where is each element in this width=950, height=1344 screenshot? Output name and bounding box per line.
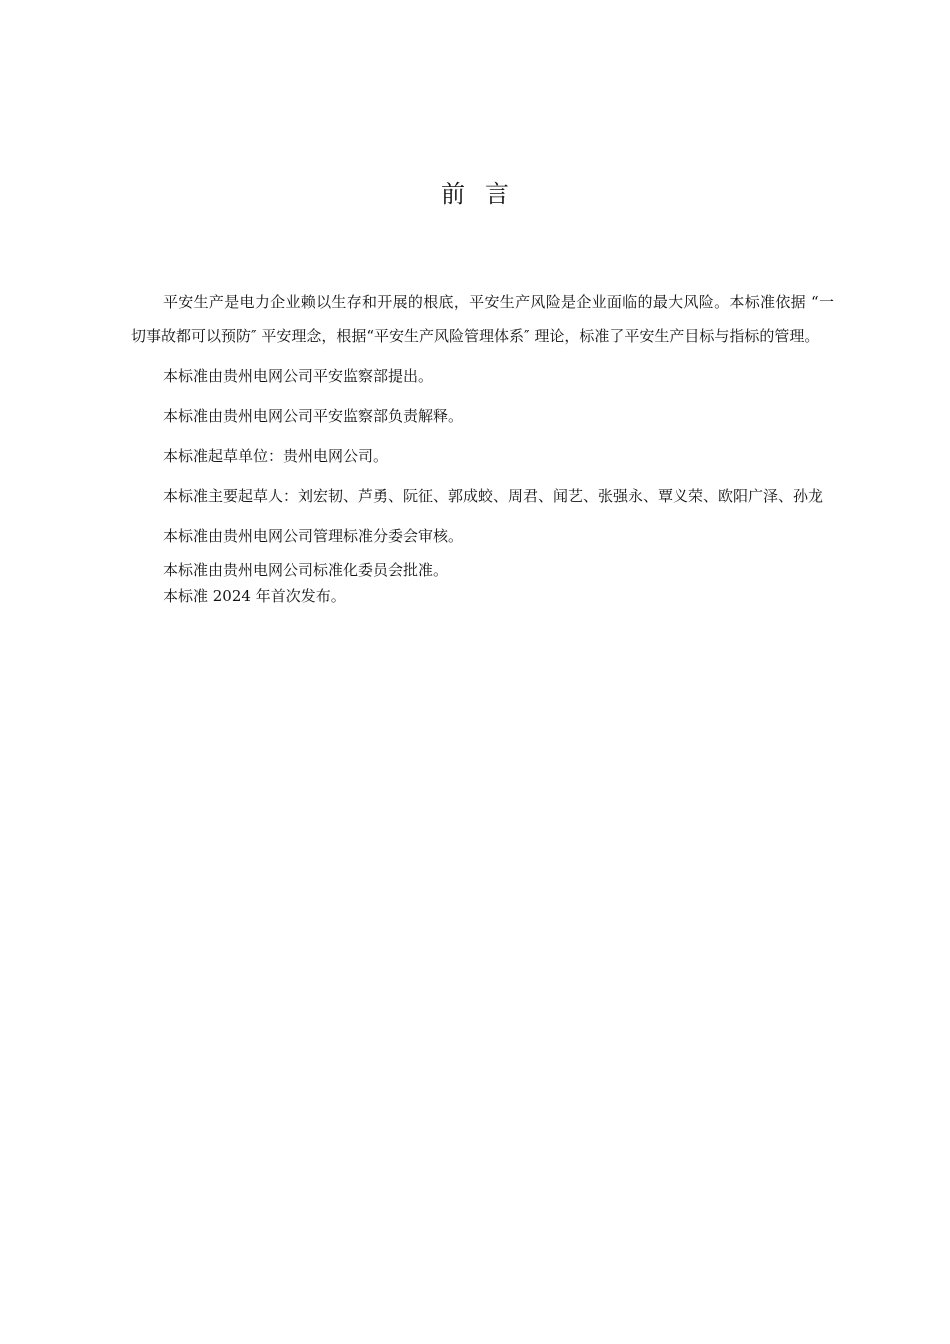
paragraph-intro: 平安生产是电力企业赖以生存和开展的根底，平安生产风险是企业面临的最大风险。本标准依据 “一切事故都可以预防″ 平安理念，根据“平安生产风险管理体系″ 理论，标准了平安生产目标与指标的管理。 bbox=[131, 293, 834, 345]
paragraph-interpreter: 本标准由贵州电网公司平安监察部负责解释。 bbox=[163, 407, 464, 425]
paragraph-drafting-unit: 本标准起草单位：贵州电网公司。 bbox=[163, 447, 389, 465]
paragraph-proposer: 本标准由贵州电网公司平安监察部提出。 bbox=[163, 367, 434, 385]
paragraph-release: 本标准 2024 年首次发布。 bbox=[163, 587, 346, 605]
document-body bbox=[131, 286, 834, 609]
page-title: 前言 bbox=[441, 180, 529, 208]
paragraph-drafters: 本标准主要起草人：刘宏韧、芦勇、阮征、郭成蛟、周君、闻艺、张强永、覃义荣、欧阳广泽、孙龙 bbox=[163, 487, 824, 505]
paragraph-approver: 本标准由贵州电网公司标准化委员会批准。 bbox=[163, 561, 449, 579]
paragraph-reviewer: 本标准由贵州电网公司管理标准分委会审核。 bbox=[163, 527, 464, 545]
